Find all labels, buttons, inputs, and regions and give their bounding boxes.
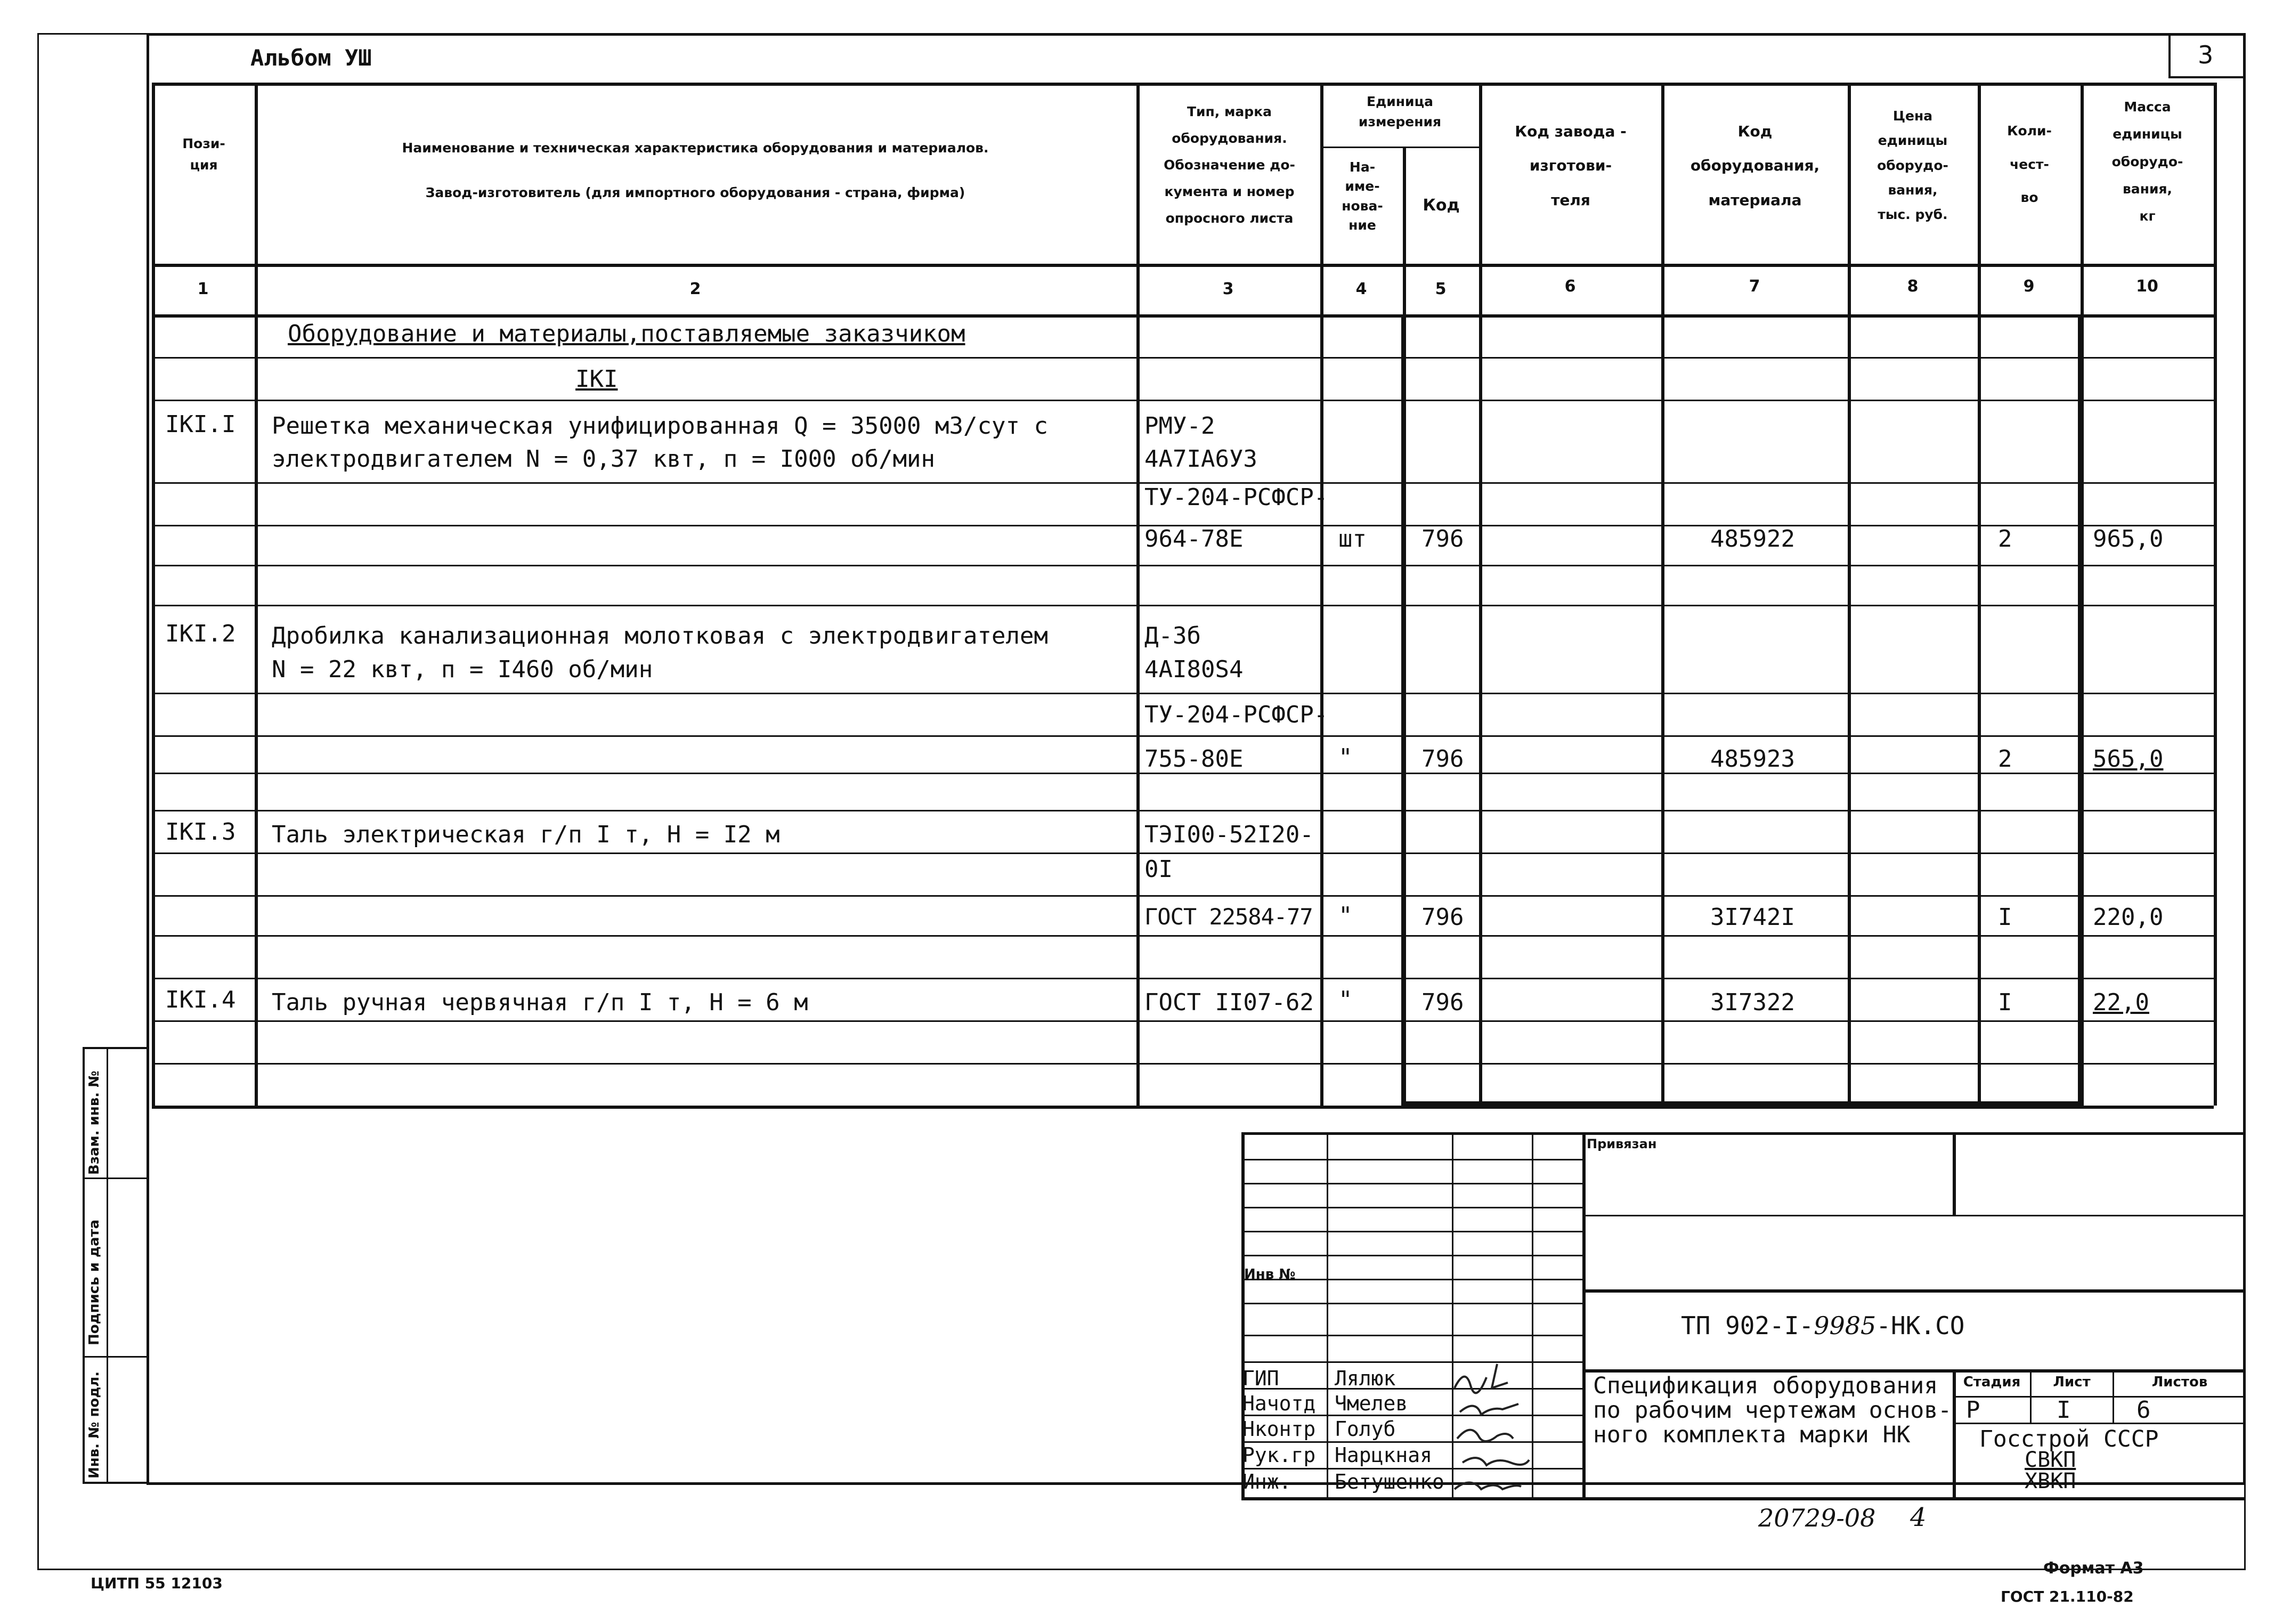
item-type-2: 0I — [1144, 856, 1173, 883]
colnum-10: 10 — [2136, 277, 2158, 296]
name-gip: Лялюк — [1335, 1367, 1396, 1390]
item-type-1: Д-3б — [1144, 622, 1201, 649]
side-label-inv-podl: Инв. № подл. — [86, 1371, 102, 1479]
album-label: Альбом УШ — [250, 45, 372, 71]
item-position: IKI.3 — [165, 818, 236, 846]
item-unit: " — [1338, 902, 1353, 929]
item-name-line1: Дробилка канализационная молотковая с электродвигателем — [272, 622, 1048, 649]
name-nkontr: Голуб — [1335, 1417, 1396, 1441]
item-name-line2: электродвигателем N = 0,37 квт, п = I000 об/мин — [272, 445, 936, 473]
item-quantity: 2 — [1998, 525, 2012, 553]
stage-label: Стадия — [1963, 1374, 2021, 1390]
col-header-position: Пози- ция — [182, 136, 225, 173]
description-line-1: Спецификация оборудования — [1593, 1373, 1938, 1399]
col-header-quantity: Коли- чест- во — [2007, 123, 2052, 205]
description-line-2: по рабочим чертежам основ- — [1593, 1397, 1952, 1424]
item-unit-code: 796 — [1421, 745, 1464, 773]
colnum-1: 1 — [197, 280, 209, 298]
archive-number: 20729-08 — [1758, 1504, 1876, 1532]
item-unit: " — [1338, 744, 1353, 771]
item-quantity: 2 — [1998, 745, 2012, 773]
item-type-4: 755-80Е — [1144, 745, 1244, 773]
col-header-name-line1: Наименование и техническая характеристика оборудования и материалов. — [402, 140, 989, 156]
col-header-unit-name: На- име- нова- ние — [1342, 159, 1383, 233]
colnum-4: 4 — [1355, 280, 1367, 298]
signatures-icon — [1449, 1356, 1540, 1500]
description-line-3: ного комплекта марки НК — [1593, 1422, 1911, 1448]
side-label-inv-vzam: Взам. инв. № — [86, 1070, 102, 1175]
archive-sheet: 4 — [1910, 1503, 1927, 1532]
item-position: IKI.I — [165, 411, 236, 438]
name-inzh: Бетушенко — [1335, 1470, 1444, 1493]
col-header-mass: Масса единицы оборудо- вания, кг — [2111, 99, 2183, 224]
item-equipment-code: 485923 — [1710, 745, 1795, 773]
colnum-3: 3 — [1222, 280, 1234, 298]
item-quantity: I — [1998, 989, 2012, 1016]
item-unit-code: 796 — [1421, 904, 1464, 931]
item-type-3: ГОСТ 22584-77 — [1144, 904, 1313, 930]
bottom-right-standard: ГОСТ 21.110-82 — [2001, 1588, 2134, 1605]
org-line-1: Госстрой СССР — [1979, 1426, 2159, 1452]
item-type-4: 964-78Е — [1144, 525, 1244, 553]
item-quantity: I — [1998, 904, 2012, 931]
sheet-label: Лист — [2053, 1374, 2091, 1390]
item-unit-code: 796 — [1421, 525, 1464, 553]
role-rukgr: Рук.гр — [1242, 1443, 1316, 1467]
stage-value: Р — [1966, 1396, 1980, 1424]
role-nkontr: Нконтр — [1242, 1417, 1316, 1441]
role-nachotd: Начотд — [1242, 1392, 1316, 1415]
item-equipment-code: 485922 — [1710, 525, 1795, 553]
col-header-name-line2: Завод-изготовитель (для импортного оборудования - страна, фирма) — [425, 185, 965, 200]
org-line-3: ХВКП — [2025, 1469, 2076, 1493]
side-label-sign-date: Подпись и дата — [86, 1219, 102, 1345]
col-header-unit-code: Код — [1423, 196, 1460, 215]
item-type-2: 4АI80S4 — [1144, 656, 1244, 683]
item-type-3: ТУ-204-РСФСР- — [1144, 484, 1328, 511]
format-label: Формат А3 — [2043, 1559, 2144, 1578]
colnum-5: 5 — [1435, 280, 1447, 298]
sheets-value: 6 — [2136, 1396, 2151, 1424]
item-mass: 565,0 — [2093, 745, 2164, 773]
col-header-factory-code: Код завода - изготови- теля — [1515, 123, 1627, 209]
col-header-equipment-code: Код оборудования, материала — [1690, 123, 1820, 209]
item-unit: шт — [1338, 525, 1367, 553]
item-mass: 965,0 — [2093, 525, 2164, 553]
colnum-6: 6 — [1564, 277, 1576, 296]
col-header-type: Тип, марка оборудования. Обозначение до- кумента и номер опросного листа — [1164, 104, 1295, 226]
section-title: Оборудование и материалы,поставляемые заказчиком — [288, 320, 965, 347]
item-name-line2: N = 22 квт, п = I460 об/мин — [272, 656, 653, 683]
item-name-line1: Таль ручная червячная г/п I т, Н = 6 м — [272, 989, 808, 1016]
bottom-left-code: ЦИТП 55 12103 — [91, 1574, 223, 1592]
inv-no-label: Инв № — [1244, 1266, 1296, 1282]
sheet-value: I — [2057, 1396, 2071, 1424]
sheet-number: 3 — [2198, 40, 2214, 69]
item-type-1: ТЭI00-52I20- — [1144, 821, 1314, 848]
name-rukgr: Нарцкная — [1335, 1443, 1433, 1467]
item-type-3: ТУ-204-РСФСР- — [1144, 701, 1328, 728]
section-code: IKI — [575, 366, 618, 393]
item-name-line1: Решетка механическая унифицированная Q = 35000 м3/сут с — [272, 412, 1048, 440]
item-mass: 22,0 — [2093, 989, 2149, 1016]
privyazan-label: Привязан — [1587, 1136, 1657, 1151]
col-header-unit: Единица измерения — [1358, 94, 1442, 129]
item-type-2: 4А7IА6У3 — [1144, 445, 1257, 473]
role-gip: ГИП — [1242, 1367, 1279, 1390]
item-position: IKI.4 — [165, 986, 236, 1013]
item-mass: 220,0 — [2093, 904, 2164, 931]
item-equipment-code: 3I7322 — [1710, 989, 1795, 1016]
org-line-2: СВКП — [2025, 1448, 2076, 1472]
document-code-suffix: -НК.СО — [1876, 1311, 1965, 1340]
item-name-line1: Таль электрическая г/п I т, Н = I2 м — [272, 821, 780, 848]
item-position: IKI.2 — [165, 620, 236, 647]
item-unit-code: 796 — [1421, 989, 1464, 1016]
colnum-9: 9 — [2023, 277, 2035, 296]
item-type-1: РМУ-2 — [1144, 412, 1215, 440]
document-code-number: 9985 — [1814, 1311, 1876, 1340]
colnum-8: 8 — [1907, 277, 1919, 296]
col-header-price: Цена единицы оборудо- вания, тыс. руб. — [1877, 108, 1948, 222]
colnum-2: 2 — [689, 280, 701, 298]
item-equipment-code: 3I742I — [1710, 904, 1795, 931]
document-code-prefix: ТП 902-I- — [1681, 1311, 1814, 1340]
document-code — [1681, 1313, 1965, 1338]
colnum-7: 7 — [1749, 277, 1760, 296]
name-nachotd: Чмелев — [1335, 1392, 1408, 1415]
item-type-1: ГОСТ II07-62 — [1144, 989, 1314, 1016]
sheets-label: Листов — [2151, 1374, 2208, 1390]
role-inzh: Инж. — [1242, 1470, 1291, 1493]
item-unit: " — [1338, 986, 1353, 1013]
